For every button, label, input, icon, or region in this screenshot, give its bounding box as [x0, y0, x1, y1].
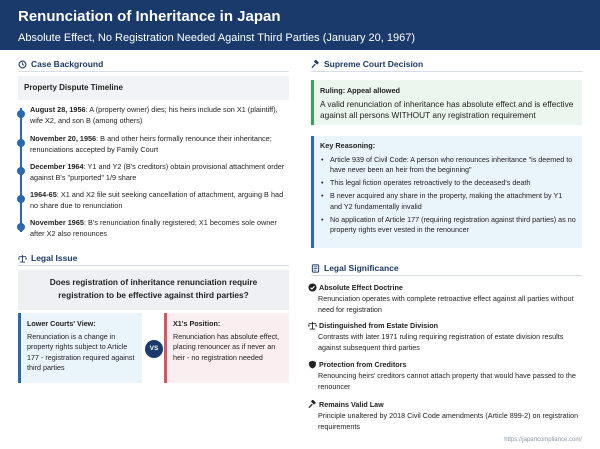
timeline-dot — [17, 110, 25, 118]
timeline-item: December 1964: Y1 and Y2 (B's creditors) obtain provisional attachment order against B's "purported" 1/9 share — [30, 161, 288, 183]
history-icon — [18, 60, 27, 69]
list-item: • Article 939 of Civil Code: A person who renounces inheritance "is deemed to have never been an heir from the beginning" — [320, 155, 576, 176]
gavel-icon — [311, 60, 320, 69]
supreme-court-heading: Supreme Court Decision — [311, 59, 423, 69]
lower-courts-title: Lower Courts' View: — [27, 319, 96, 328]
reasoning-list — [320, 155, 576, 236]
gavel-icon — [308, 400, 317, 409]
book-icon — [311, 264, 320, 273]
list-item: • B never acquired any share in the property, making the attachment by Y1 and Y2 fundamentally invalid — [320, 191, 576, 212]
ruling-text: A valid renunciation of inheritance has absolute effect and is effective against all persons WITHOUT any registration requirement — [320, 98, 574, 120]
ruling-box — [311, 80, 582, 125]
ruling-title: Ruling: Appeal allowed — [320, 86, 400, 95]
timeline-item: November 1965: B's renunciation finally registered; X1 becomes sole owner after X2 also renounces — [30, 217, 288, 239]
significance-item — [308, 282, 588, 315]
timeline-dot — [17, 167, 25, 175]
vs-badge: VS — [145, 340, 163, 358]
case-background-heading: Case Background — [18, 59, 103, 69]
significance-text: Principle unaltered by 2018 Civil Code amendments (Article 899-2) on registration requirements — [318, 411, 579, 431]
timeline-item: 1964-65: X1 and X2 file suit seeking cancellation of attachment, arguing B had no share due to renunciation — [30, 189, 288, 211]
lower-courts-text: Renunciation is a change in property rights subject to Article 177 - registration required against third parties — [27, 331, 135, 372]
page-title: Renunciation of Inheritance in Japan — [18, 8, 281, 25]
legal-significance-heading: Legal Significance — [311, 263, 399, 273]
significance-item — [308, 320, 588, 353]
timeline-item: November 20, 1956: B and other heirs formally renounce their inheritance; renunciations accepted by Family Court — [30, 133, 288, 155]
significance-title: Remains Valid Law — [319, 400, 384, 409]
significance-text: Renouncing heirs' creditors cannot attach property that would have passed to the renouncer — [318, 371, 576, 391]
x1-position — [164, 313, 289, 383]
significance-item — [308, 359, 588, 392]
significance-title: Absolute Effect Doctrine — [319, 283, 403, 292]
divider — [311, 275, 582, 276]
significance-title: Distinguished from Estate Division — [319, 321, 439, 330]
x1-position-text: Renunciation has absolute effect, placing renouncer as if never an heir - no registration needed — [173, 331, 280, 362]
timeline — [18, 100, 289, 246]
x1-position-title: X1's Position: — [173, 319, 221, 328]
timeline-dot — [17, 195, 25, 203]
reasoning-title: Key Reasoning: — [320, 141, 376, 150]
list-item: • This legal fiction operates retroactively to the deceased's death — [320, 178, 576, 189]
divider — [18, 71, 289, 72]
timeline-dot — [17, 139, 25, 147]
lower-courts-view — [18, 313, 142, 383]
divider — [18, 265, 289, 266]
page-subtitle: Absolute Effect, No Registration Needed Against Third Parties (January 20, 1967) — [18, 32, 416, 44]
significance-title: Protection from Creditors — [319, 360, 407, 369]
shield-icon — [308, 360, 317, 369]
scale-icon — [18, 254, 27, 263]
timeline-dot — [17, 223, 25, 231]
significance-text: Contrasts with later 1971 ruling requiring registration of estate division results against subsequent third parties — [318, 332, 564, 352]
footer-url: https://japancompliance.com/ — [504, 437, 582, 443]
timeline-item: August 28, 1956: A (property owner) dies; his heirs include son X1 (plaintiff), wife X2, and son B (among others) — [30, 104, 288, 126]
legal-issue-heading: Legal Issue — [18, 253, 77, 263]
timeline-title: Property Dispute Timeline — [18, 76, 289, 100]
reasoning-box — [311, 136, 582, 248]
significance-text: Renunciation operates with complete retroactive effect against all parties without need for registration — [318, 294, 574, 314]
page-header — [0, 0, 600, 50]
check-circle-icon — [308, 283, 317, 292]
scale-icon — [308, 321, 317, 330]
list-item: • No application of Article 177 (requiring registration against third parties) as no property rights ever vested in the renouncer — [320, 215, 576, 236]
legal-question: Does registration of inheritance renunciation require registration to be effective against third parties? — [18, 270, 289, 310]
significance-item — [308, 399, 588, 432]
divider — [311, 71, 582, 72]
